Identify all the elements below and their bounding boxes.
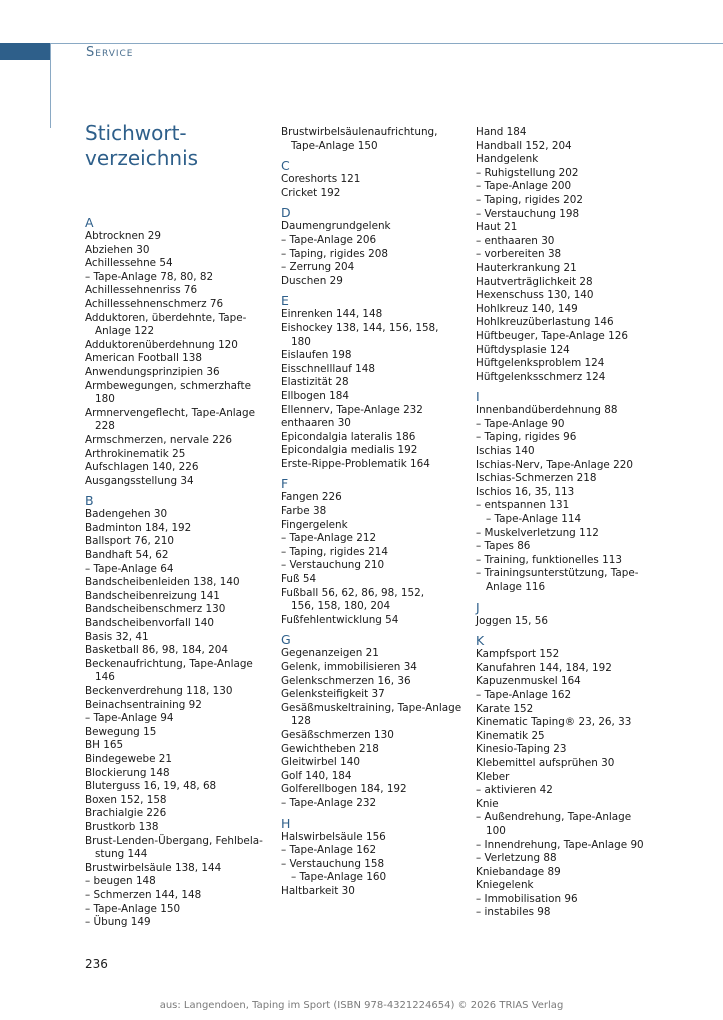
index-entry: Ischias-Nerv, Tape-Anlage 220 — [476, 458, 633, 471]
index-entry: – Tape-Anlage 90 — [476, 417, 565, 430]
index-entry: Gesäßschmerzen 130 — [281, 728, 394, 741]
index-entry: Bindegewebe 21 — [85, 752, 172, 765]
index-entry: – Übung 149 — [85, 916, 151, 929]
index-entry: – enthaaren 30 — [476, 234, 555, 247]
index-entry: Badminton 184, 192 — [85, 521, 192, 534]
index-entry: Bewegung 15 — [85, 725, 157, 738]
vertical-rule — [50, 43, 51, 128]
index-entry: – Trainingsunterstützung, Tape- — [476, 567, 639, 580]
index-entry: Achillessehne 54 — [85, 257, 173, 270]
index-entry: Anwendungsprinzipien 36 — [85, 365, 220, 378]
index-entry: – Training, funktionelles 113 — [476, 553, 622, 566]
index-entry: Hohlkreuzüberlastung 146 — [476, 316, 614, 329]
index-entry: Ellennerv, Tape-Anlage 232 — [281, 403, 423, 416]
index-entry: Adduktoren, überdehnte, Tape- — [85, 311, 247, 324]
index-entry: Bandhaft 54, 62 — [85, 549, 169, 562]
index-entry: Gelenksteifigkeit 37 — [281, 688, 385, 701]
index-entry: – Tape-Anlage 162 — [476, 688, 572, 701]
index-entry: Halswirbelsäule 156 — [281, 830, 386, 843]
index-entry: Haut 21 — [476, 221, 518, 234]
index-entry-continuation: 180 — [291, 335, 311, 348]
index-letter-heading: G — [281, 632, 291, 648]
index-entry-continuation: 180 — [95, 393, 115, 406]
index-entry: Ischias 140 — [476, 445, 535, 458]
index-entry: Badengehen 30 — [85, 508, 168, 521]
index-entry-continuation: – Tape-Anlage 160 — [291, 871, 387, 884]
index-entry: Gleitwirbel 140 — [281, 756, 360, 769]
index-entry: Handball 152, 204 — [476, 139, 572, 152]
index-entry: – Tape-Anlage 150 — [85, 902, 181, 915]
index-entry: – Verstauchung 198 — [476, 207, 580, 220]
index-entry-continuation: stung 144 — [95, 848, 148, 861]
index-entry: Kanufahren 144, 184, 192 — [476, 661, 612, 674]
index-entry: – Tape-Anlage 78, 80, 82 — [85, 270, 214, 283]
index-entry: Bandscheibenschmerz 130 — [85, 603, 226, 616]
index-entry: Handgelenk — [476, 153, 539, 166]
index-entry: Bandscheibenvorfall 140 — [85, 617, 214, 630]
index-entry: Joggen 15, 56 — [476, 614, 548, 627]
index-entry: Eishockey 138, 144, 156, 158, — [281, 321, 439, 334]
index-entry: – Verletzung 88 — [476, 852, 557, 865]
index-entry: – Tape-Anlage 206 — [281, 233, 377, 246]
index-entry: Cricket 192 — [281, 186, 341, 199]
index-entry: Hexenschuss 130, 140 — [476, 289, 594, 302]
index-entry-continuation: 156, 158, 180, 204 — [291, 600, 391, 613]
index-entry: Hauterkrankung 21 — [476, 261, 577, 274]
index-entry: Gegenanzeigen 21 — [281, 647, 379, 660]
index-entry: – Muskelverletzung 112 — [476, 526, 599, 539]
index-entry: Brustwirbelsäule 138, 144 — [85, 861, 222, 874]
index-entry: Ischias-Schmerzen 218 — [476, 472, 597, 485]
index-entry: Basketball 86, 98, 184, 204 — [85, 644, 228, 657]
index-entry: – Tapes 86 — [476, 540, 531, 553]
index-entry: Basis 32, 41 — [85, 630, 149, 643]
index-entry: Hautverträglichkeit 28 — [476, 275, 593, 288]
index-entry: Arthrokinematik 25 — [85, 447, 186, 460]
index-entry: Kapuzenmuskel 164 — [476, 675, 581, 688]
index-entry: Einrenken 144, 148 — [281, 308, 383, 321]
index-entry: Golferellbogen 184, 192 — [281, 783, 407, 796]
index-entry: Armnervengeflecht, Tape-Anlage — [85, 406, 256, 419]
index-entry: – Taping, rigides 202 — [476, 193, 583, 206]
index-entry: Kinematic Taping® 23, 26, 33 — [476, 716, 632, 729]
index-entry: Brust-Lenden-Übergang, Fehlbela- — [85, 834, 263, 847]
index-entry-continuation: 146 — [95, 671, 115, 684]
index-entry: – instabiles 98 — [476, 906, 551, 919]
index-column-3 — [476, 126, 666, 920]
index-letter-heading: F — [281, 476, 289, 492]
index-entry: enthaaren 30 — [281, 417, 351, 430]
index-entry: Elastizität 28 — [281, 376, 349, 389]
index-entry: Daumengrundgelenk — [281, 220, 391, 233]
index-entry: – Verstauchung 158 — [281, 857, 385, 870]
index-entry: Karate 152 — [476, 702, 534, 715]
section-tab-marker — [0, 43, 51, 60]
index-entry: – Verstauchung 210 — [281, 559, 385, 572]
index-entry: Gesäßmuskeltraining, Tape-Anlage — [281, 701, 462, 714]
index-entry: Haltbarkeit 30 — [281, 884, 355, 897]
index-entry: – vorbereiten 38 — [476, 248, 562, 261]
index-entry: Hüftgelenksschmerz 124 — [476, 370, 606, 383]
index-entry: Kampfsport 152 — [476, 648, 560, 661]
index-entry: Kniebandage 89 — [476, 865, 561, 878]
index-entry: Gelenk, immobilisieren 34 — [281, 661, 417, 673]
index-entry: Kinematik 25 — [476, 729, 545, 742]
index-entry: Fußfehlentwicklung 54 — [281, 613, 399, 626]
index-entry: Epicondalgia lateralis 186 — [281, 430, 416, 443]
index-entry: Kleber — [476, 770, 510, 783]
index-letter-heading: C — [281, 158, 290, 174]
index-entry: Hohlkreuz 140, 149 — [476, 302, 578, 315]
index-entry: – Tape-Anlage 232 — [281, 796, 377, 809]
index-entry: – aktivieren 42 — [476, 784, 553, 797]
index-entry: Eisschnelllauf 148 — [281, 362, 375, 375]
index-entry: – Ruhigstellung 202 — [476, 166, 579, 179]
index-entry: – Taping, rigides 214 — [281, 545, 388, 558]
index-entry: – Innendrehung, Tape-Anlage 90 — [476, 838, 644, 851]
index-entry: Ischios 16, 35, 113 — [476, 485, 575, 498]
index-entry-continuation: – Tape-Anlage 114 — [486, 513, 582, 526]
index-entry: Armschmerzen, nervale 226 — [85, 433, 233, 446]
index-entry: Erste-Rippe-Problematik 164 — [281, 457, 430, 470]
index-entry: Brustkorb 138 — [85, 820, 159, 833]
index-entry: Beckenaufrichtung, Tape-Anlage — [85, 657, 253, 670]
index-entry: Bandscheibenreizung 141 — [85, 589, 220, 602]
index-entry: Gewichtheben 218 — [281, 742, 379, 755]
index-letter-heading: A — [85, 215, 94, 230]
index-letter-heading: J — [476, 599, 480, 615]
index-entry: Boxen 152, 158 — [85, 793, 167, 806]
header-rule — [51, 43, 723, 44]
index-column-2 — [281, 126, 466, 899]
index-entry-continuation: 228 — [95, 420, 115, 433]
index-entry: Adduktorenüberdehnung 120 — [85, 338, 238, 351]
index-entry: Abziehen 30 — [85, 243, 150, 256]
index-entry: Eislaufen 198 — [281, 349, 352, 362]
index-entry: – Außendrehung, Tape-Anlage — [476, 811, 632, 824]
index-entry: Golf 140, 184 — [281, 769, 352, 782]
index-entry: Beckenverdrehung 118, 130 — [85, 685, 233, 697]
index-letter-heading: K — [476, 633, 485, 649]
index-entry: Hand 184 — [476, 126, 527, 138]
index-entry: Ellbogen 184 — [281, 389, 350, 402]
index-entry: Gelenkschmerzen 16, 36 — [281, 674, 411, 687]
index-entry: – Tape-Anlage 212 — [281, 532, 377, 545]
index-entry: Ausgangsstellung 34 — [85, 474, 194, 487]
index-entry: Armbewegungen, schmerzhafte — [85, 379, 251, 392]
index-entry: Coreshorts 121 — [281, 173, 361, 186]
index-entry: – beugen 148 — [85, 875, 156, 888]
index-entry-continuation: Anlage 116 — [486, 581, 546, 593]
index-entry: Brachialgie 226 — [85, 807, 167, 820]
index-entry: – Taping, rigides 96 — [476, 431, 577, 444]
index-entry: – Tape-Anlage 162 — [281, 844, 377, 857]
index-entry: BH 165 — [85, 739, 124, 752]
index-entry: – Tape-Anlage 64 — [85, 562, 174, 575]
index-entry: Brustwirbelsäulenaufrichtung, — [281, 126, 438, 138]
index-entry: Innenbandüberdehnung 88 — [476, 404, 618, 417]
index-entry: Hüftbeuger, Tape-Anlage 126 — [476, 329, 628, 342]
index-entry: – Zerrung 204 — [281, 261, 355, 274]
index-letter-heading: E — [281, 293, 289, 309]
index-entry: Hüftgelenksproblem 124 — [476, 357, 605, 370]
index-entry: – Tape-Anlage 200 — [476, 180, 572, 193]
index-entry: Klebemittel aufsprühen 30 — [476, 756, 615, 769]
index-letter-heading: B — [85, 493, 94, 509]
index-entry: – Immobilisation 96 — [476, 892, 578, 905]
index-entry: Bluterguss 16, 19, 48, 68 — [85, 780, 217, 793]
index-entry: Ballsport 76, 210 — [85, 535, 174, 548]
index-entry: Abtrocknen 29 — [85, 230, 161, 242]
index-letter-heading: H — [281, 815, 291, 831]
index-entry: Fußball 56, 62, 86, 98, 152, — [281, 586, 425, 599]
index-column-1 — [85, 216, 270, 930]
index-entry: Farbe 38 — [281, 505, 327, 518]
page-title: Stichwort-verzeichnis — [85, 121, 199, 170]
index-entry: Kinesio-Taping 23 — [476, 743, 567, 756]
index-entry: Fingergelenk — [281, 518, 348, 531]
index-entry: – Tape-Anlage 94 — [85, 712, 174, 725]
index-entry-continuation: 100 — [486, 824, 506, 837]
index-entry: – entspannen 131 — [476, 499, 570, 512]
index-letter-heading: D — [281, 205, 291, 221]
index-entry: Fangen 226 — [281, 491, 342, 504]
footer-credit: aus: Langendoen, Taping im Sport (ISBN 978-4321224654) © 2026 TRIAS Verlag — [159, 1000, 564, 1011]
index-letter-heading: I — [476, 389, 480, 405]
index-entry: Kniegelenk — [476, 879, 534, 892]
index-entry: – Taping, rigides 208 — [281, 247, 388, 260]
index-entry: Knie — [476, 797, 499, 810]
index-entry: Blockierung 148 — [85, 766, 170, 779]
index-entry: Achillessehnenriss 76 — [85, 284, 198, 297]
index-entry-continuation: 128 — [291, 715, 311, 728]
index-entry-continuation: Tape-Anlage 150 — [291, 139, 378, 152]
index-entry: Aufschlagen 140, 226 — [85, 461, 199, 474]
page-number: 236 — [85, 957, 108, 971]
index-entry: American Football 138 — [85, 352, 203, 365]
index-entry: Achillessehnenschmerz 76 — [85, 297, 224, 310]
index-entry: – Schmerzen 144, 148 — [85, 888, 202, 901]
index-entry: Epicondalgia medialis 192 — [281, 444, 418, 457]
index-entry: Duschen 29 — [281, 274, 343, 287]
section-label: Service — [86, 45, 134, 60]
index-entry: Hüftdysplasie 124 — [476, 343, 570, 356]
index-entry: Fuß 54 — [281, 573, 317, 586]
index-entry: Beinachsentraining 92 — [85, 698, 202, 711]
index-entry: Bandscheibenleiden 138, 140 — [85, 576, 240, 589]
index-entry-continuation: Anlage 122 — [95, 325, 155, 338]
